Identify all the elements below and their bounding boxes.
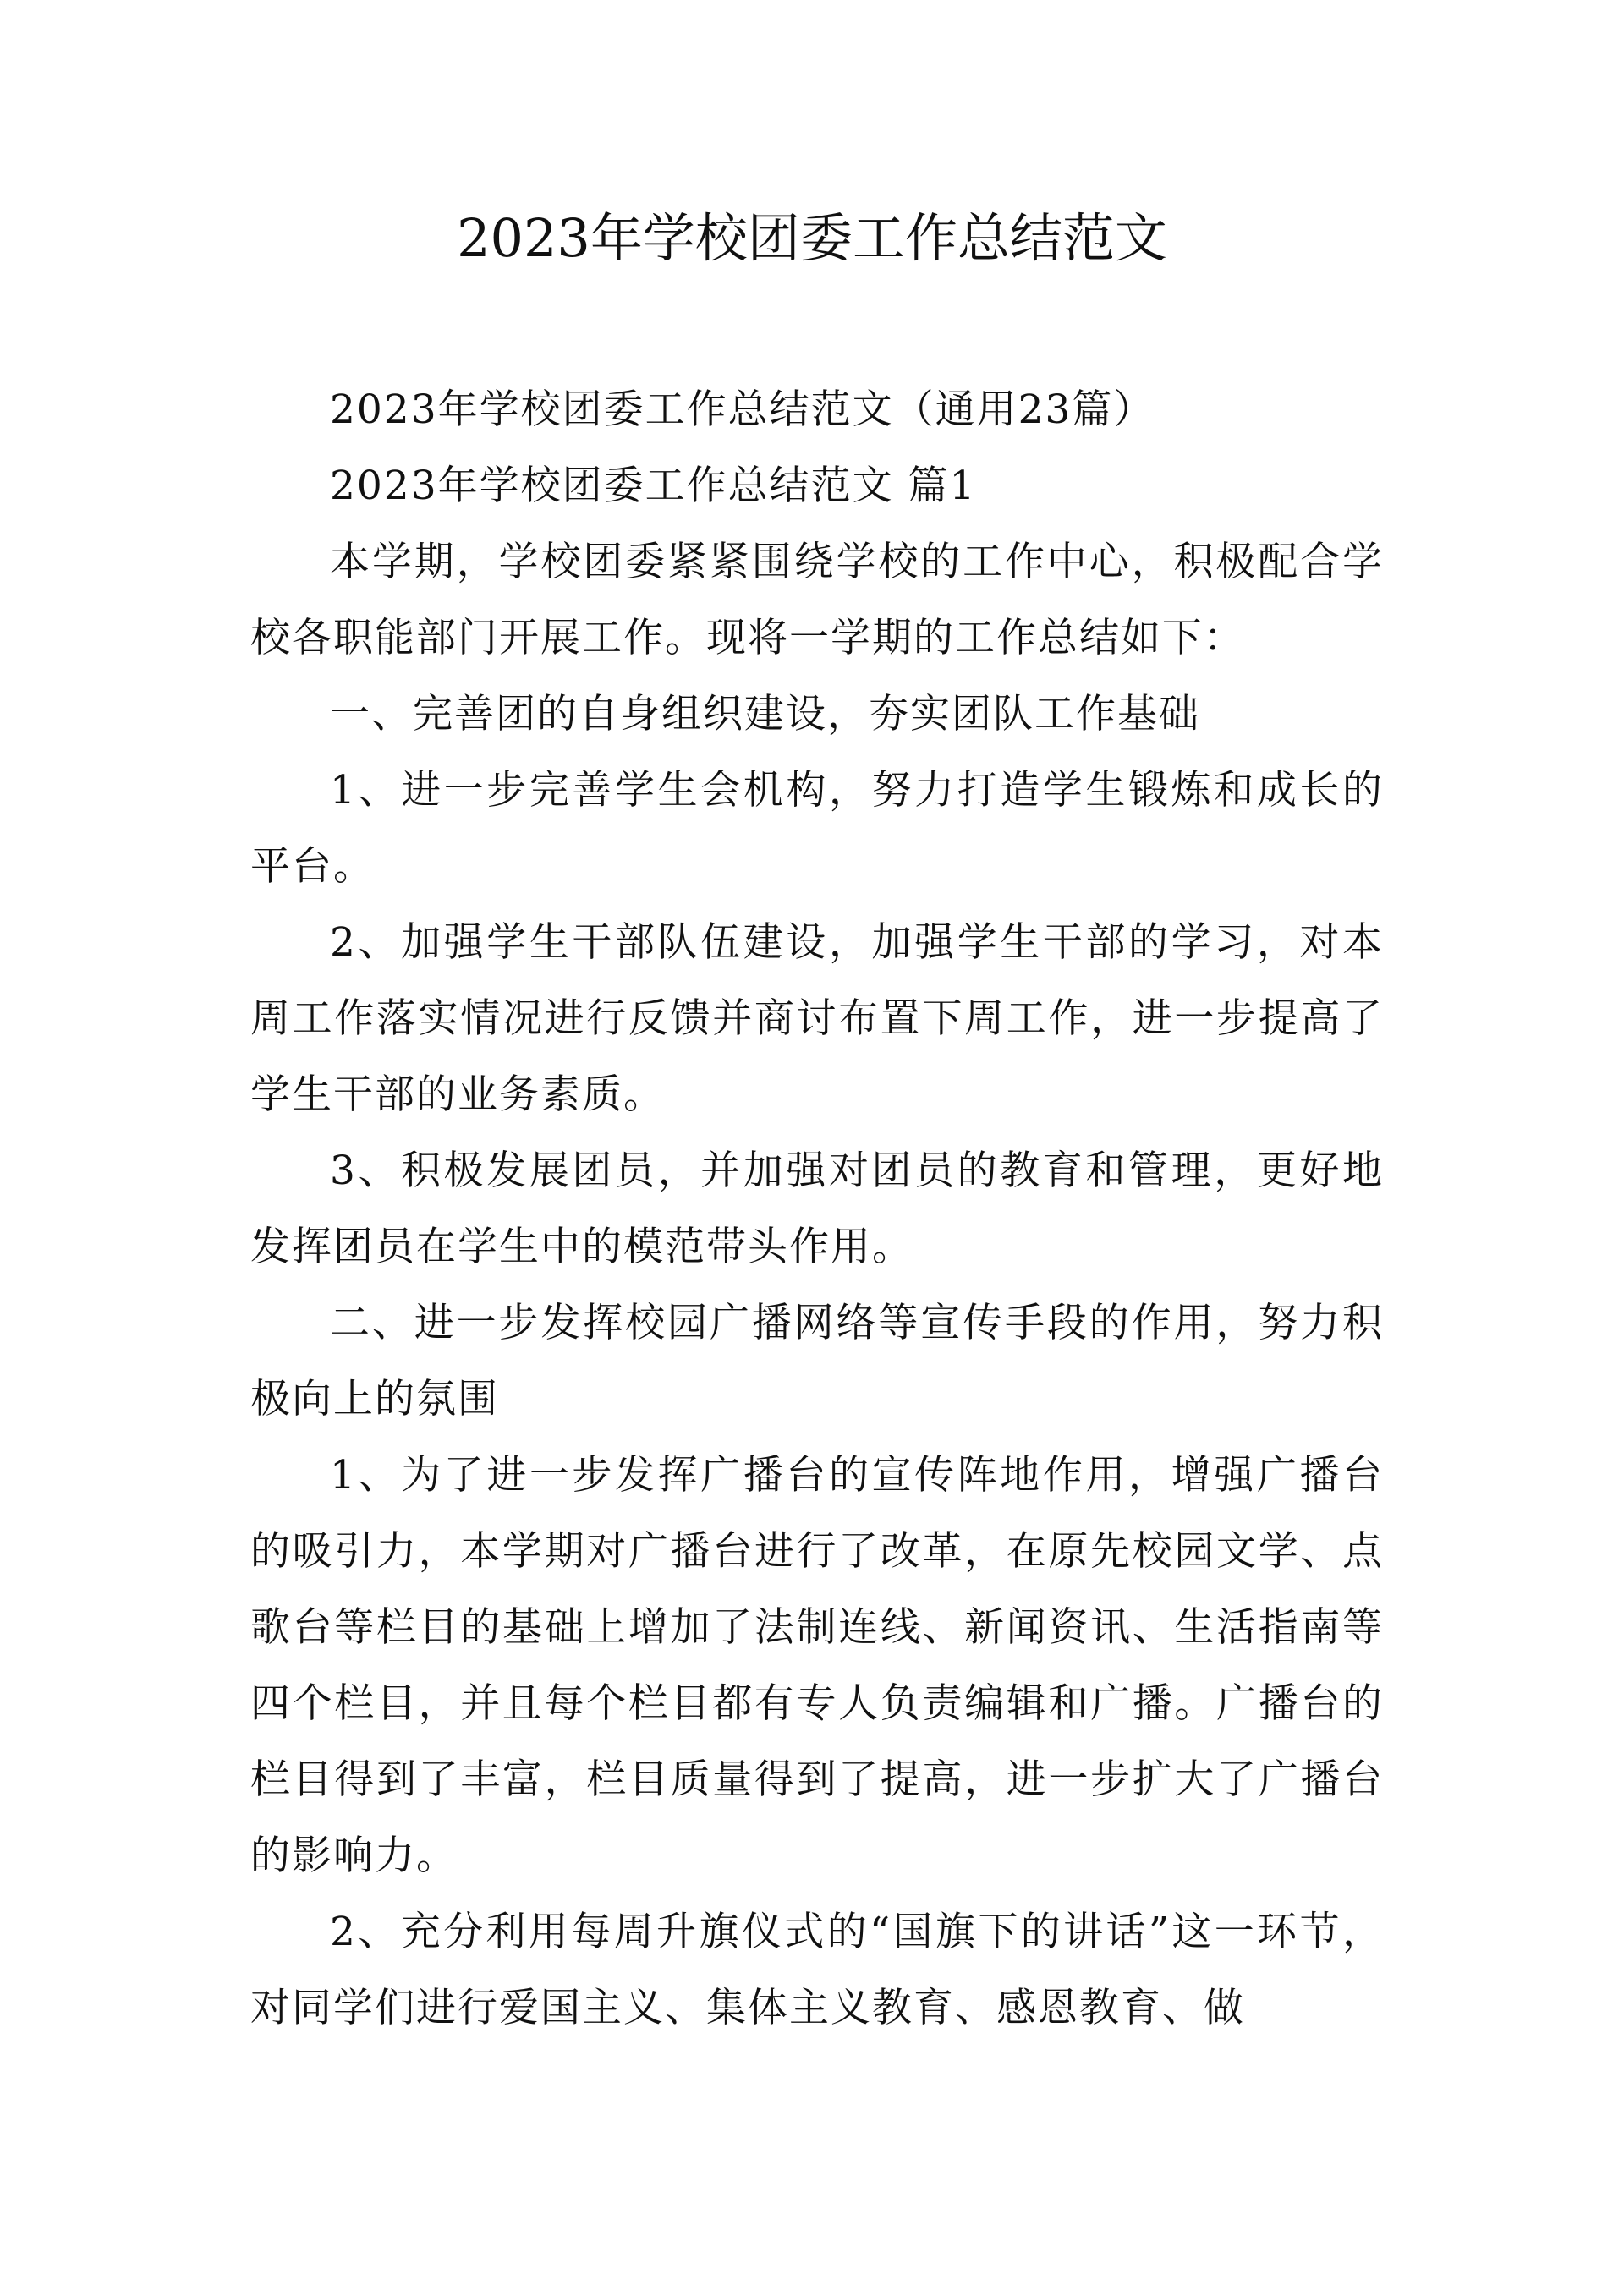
body-paragraph: 1、为了进一步发挥广播台的宣传阵地作用，增强广播台的吸引力，本学期对广播台进行了改革，在原先校园文学、点歌台等栏目的基础上增加了法制连线、新闻资讯、生活指南等四个栏目，并且每个栏目都有专人负责编辑和广播。广播台的栏目得到了丰富，栏目质量得到了提高，进一步扩大了广播台的影响力。 bbox=[250, 1452, 1384, 1879]
body-paragraph: 二、进一步发挥校园广播网络等宣传手段的作用，努力积极向上的氛围 bbox=[250, 1300, 1384, 1422]
body-paragraph: 3、积极发展团员，并加强对团员的教育和管理，更好地发挥团员在学生中的模范带头作用。 bbox=[250, 1148, 1384, 1270]
body-paragraph: 2、充分利用每周升旗仪式的“国旗下的讲话”这一环节，对同学们进行爱国主义、集体主义教育、感恩教育、做 bbox=[250, 1909, 1384, 2031]
subtitle-paragraph: 2023年学校团委工作总结范文（通用23篇） bbox=[330, 386, 1155, 433]
body-paragraph: 1、进一步完善学生会机构，努力打造学生锻炼和成长的平台。 bbox=[250, 767, 1384, 890]
body-paragraph: 2、加强学生干部队伍建设，加强学生干部的学习，对本周工作落实情况进行反馈并商讨布置下周工作，进一步提高了学生干部的业务素质。 bbox=[250, 919, 1384, 1118]
section-heading: 2023年学校团委工作总结范文 篇1 bbox=[330, 463, 977, 509]
document-title: 2023年学校团委工作总结范文 bbox=[457, 207, 1167, 269]
body-paragraph: 本学期，学校团委紧紧围绕学校的工作中心，积极配合学校各职能部门开展工作。现将一学期的工作总结如下： bbox=[250, 539, 1384, 661]
body-paragraph: 一、完善团的自身组织建设，夯实团队工作基础 bbox=[330, 691, 1200, 737]
document-body bbox=[250, 372, 1384, 2047]
